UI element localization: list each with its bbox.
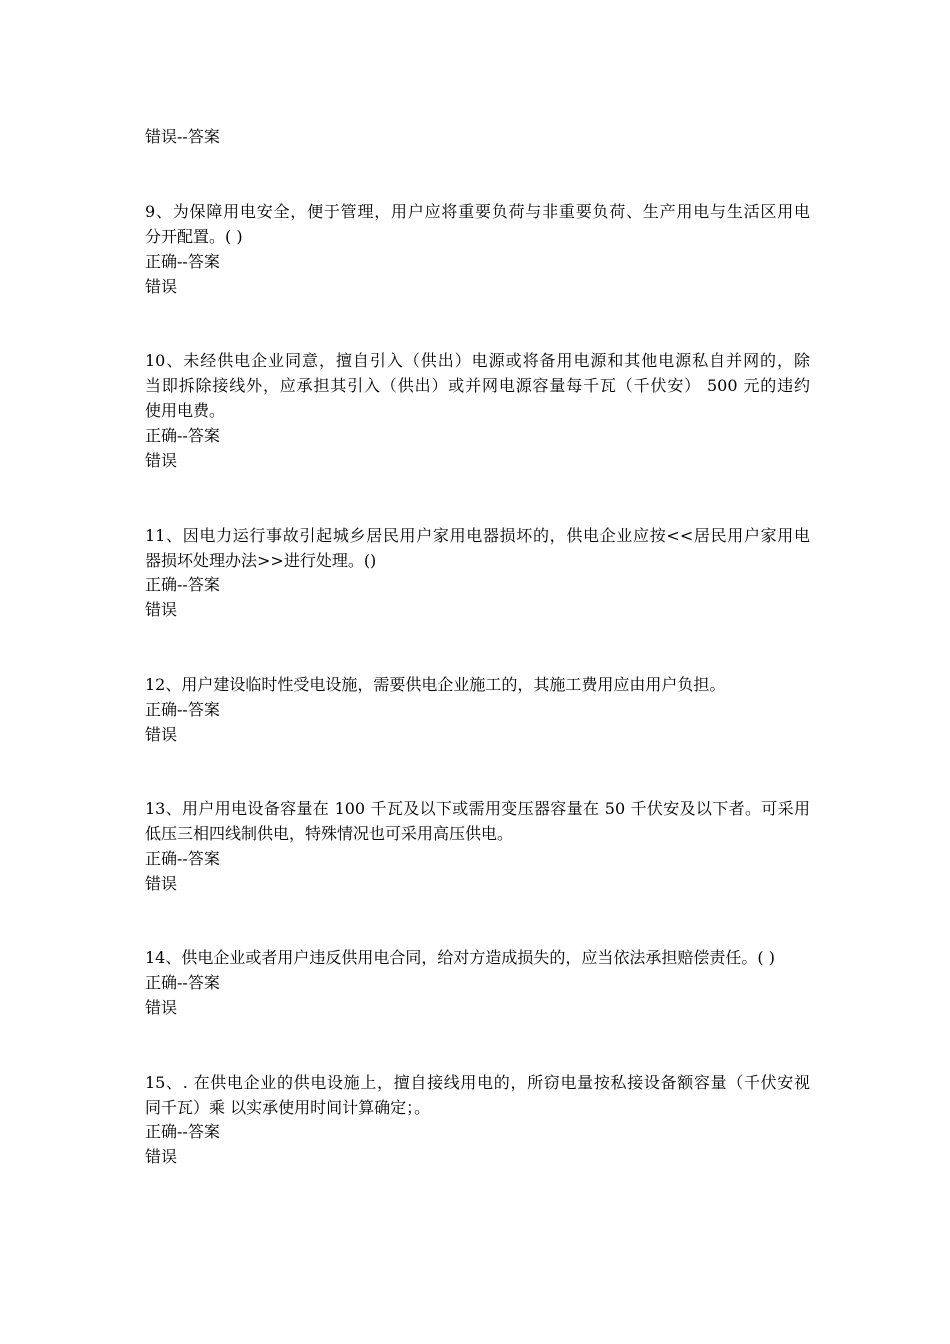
option-true: 正确--答案 — [145, 426, 220, 445]
question-text: 11、因电力运行事故引起城乡居民用户家用电器损坏的，供电企业应按<<居民用户家用电 — [145, 526, 810, 545]
question-text: 当即拆除接线外，应承担其引入（供出）或并网电源容量每千瓦（千伏安） 500 元的违约 — [145, 376, 810, 395]
question-text: 分开配置。( ) — [145, 227, 243, 246]
option-true: 正确--答案 — [145, 700, 220, 719]
option-true: 正确--答案 — [145, 575, 220, 594]
question-text: 12、用户建设临时性受电设施，需要供电企业施工的，其施工费用应由用户负担。 — [145, 675, 726, 694]
option-true: 正确--答案 — [145, 1122, 220, 1141]
question-text: 10、未经供电企业同意，擅自引入（供出）电源或将备用电源和其他电源私自并网的，除 — [145, 351, 810, 370]
option-true: 正确--答案 — [145, 973, 220, 992]
option-false: 错误 — [145, 998, 178, 1017]
option-true: 正确--答案 — [145, 252, 220, 271]
option-false: 错误 — [145, 600, 178, 619]
question-text: 15、. 在供电企业的供电设施上，擅自接线用电的，所窃电量按私接设备额容量（千伏安视 — [145, 1073, 810, 1092]
question-text: 器损坏处理办法>>进行处理。() — [145, 551, 377, 570]
question-text: 使用电费。 — [145, 401, 226, 420]
question-text: 13、用户用电设备容量在 100 千瓦及以下或需用变压器容量在 50 千伏安及以下者。可采用 — [145, 799, 810, 818]
option-true: 正确--答案 — [145, 849, 220, 868]
question-text: 低压三相四线制供电，特殊情况也可采用高压供电。 — [145, 824, 514, 843]
question-text: 14、供电企业或者用户违反供用电合同，给对方造成损失的，应当依法承担赔偿责任。( ) — [145, 948, 775, 967]
option-false: 错误 — [145, 277, 178, 296]
option-false: 错误 — [145, 725, 178, 744]
previous-answer: 错误--答案 — [145, 127, 220, 146]
option-false: 错误 — [145, 451, 178, 470]
option-false: 错误 — [145, 1147, 178, 1166]
option-false: 错误 — [145, 874, 178, 893]
question-text: 9、为保障用电安全，便于管理，用户应将重要负荷与非重要负荷、生产用电与生活区用电 — [145, 202, 810, 221]
question-text: 同千瓦）乘 以实承使用时间计算确定；。 — [145, 1098, 431, 1117]
